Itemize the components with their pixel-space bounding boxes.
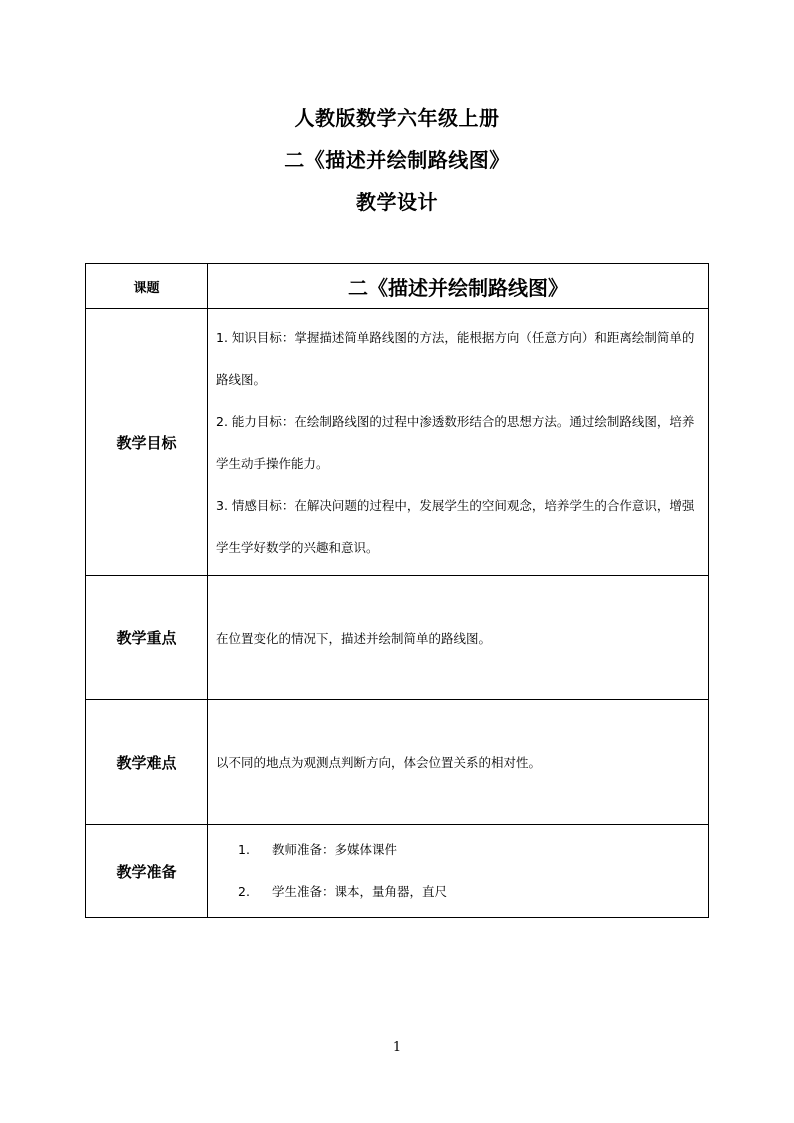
table-row-goals (86, 309, 709, 576)
list-item-number: 2. (238, 884, 250, 899)
preparation-list (208, 825, 708, 917)
difficulties-label: 教学难点 (86, 700, 208, 825)
page-number: 1 (392, 1040, 402, 1055)
title-line-2: 二《描述并绘制路线图》 (284, 148, 510, 172)
list-item (238, 871, 708, 913)
difficulties-text: 以不同的地点为观测点判断方向，体会位置关系的相对性。 (216, 755, 542, 770)
key-points-label: 教学重点 (86, 576, 208, 700)
goals-cell (208, 309, 709, 576)
preparation-cell (208, 825, 709, 918)
goals-label: 教学目标 (86, 309, 208, 576)
table-row-preparation (86, 825, 709, 918)
table-row-difficulties (86, 700, 709, 825)
list-item-text: 学生准备：课本，量角器，直尺 (272, 884, 448, 899)
table-row-topic (86, 264, 709, 309)
lesson-plan-table (85, 263, 709, 918)
table-row-key-points (86, 576, 709, 700)
topic-label: 课题 (86, 264, 208, 309)
list-item-text: 教师准备：多媒体课件 (272, 842, 398, 857)
goal-emotion: 3. 情感目标：在解决问题的过程中，发展学生的空间观念，培养学生的合作意识，增强学生学好数学的兴趣和意识。 (216, 498, 695, 555)
preparation-label: 教学准备 (86, 825, 208, 918)
list-item-number: 1. (238, 842, 250, 857)
list-item (238, 829, 708, 871)
title-line-3: 教学设计 (356, 190, 438, 214)
difficulties-cell (208, 700, 709, 825)
key-points-text: 在位置变化的情况下，描述并绘制简单的路线图。 (216, 630, 492, 646)
key-points-cell (208, 576, 709, 700)
title-line-1: 人教版数学六年级上册 (294, 106, 500, 130)
goals-list (208, 309, 708, 575)
goal-knowledge: 1. 知识目标：掌握描述简单路线图的方法，能根据方向（任意方向）和距离绘制简单的路线图。 (216, 330, 695, 387)
topic-value: 二《描述并绘制路线图》 (208, 264, 709, 309)
document-title (0, 104, 794, 230)
goal-ability: 2. 能力目标：在绘制路线图的过程中渗透数形结合的思想方法。通过绘制路线图，培养学生动手操作能力。 (216, 414, 695, 471)
